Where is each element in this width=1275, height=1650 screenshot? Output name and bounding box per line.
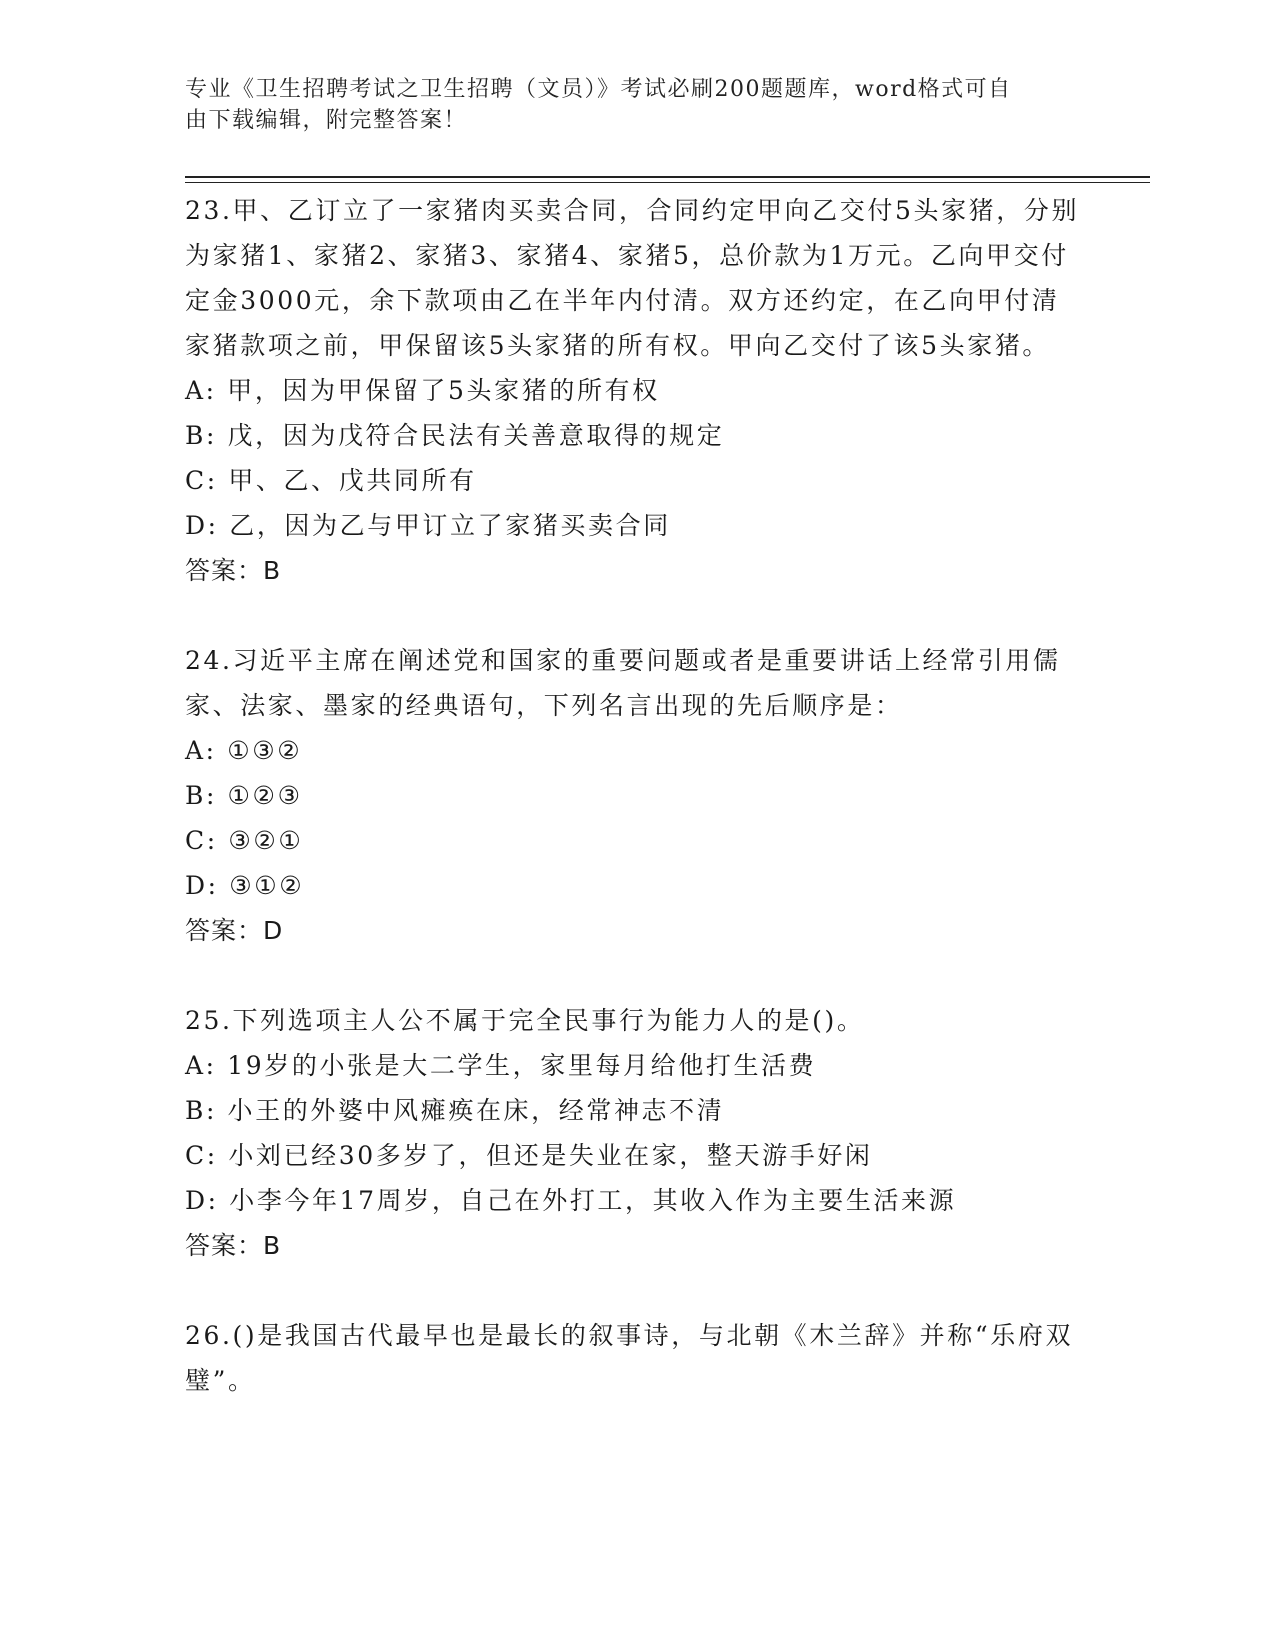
header-line-2: 由下载编辑，附完整答案！ <box>185 108 468 133</box>
option-text: 小李今年17周岁，自己在外打工，其收入作为主要生活来源 <box>229 1186 957 1215</box>
option-letter: C: <box>185 466 229 495</box>
question-24 <box>185 638 1085 953</box>
option-text: 乙，因为乙与甲订立了家猪买卖合同 <box>229 511 671 540</box>
question-list <box>185 188 1085 1403</box>
option-a <box>185 1043 1085 1088</box>
option-letter: D: <box>185 511 230 540</box>
question-stem: 23.甲、乙订立了一家猪肉买卖合同，合同约定甲向乙交付5头家猪，分别为家猪1、家猪2、家猪3、家猪4、家猪5，总价款为1万元。乙向甲交付定金3000元，余下款项由乙在半年内付清。双方还约定，在乙向甲付清家猪款项之前，甲保留该5头家猪的所有权。甲向乙交付了该5头家猪。 <box>185 196 1080 360</box>
answer-line: 答案：B <box>185 556 282 585</box>
option-d <box>185 863 1085 908</box>
option-letter: B: <box>185 781 228 810</box>
option-a <box>185 728 1085 773</box>
option-d <box>185 503 1085 548</box>
option-letter: C: <box>185 826 229 855</box>
question-stem: 25.下列选项主人公不属于完全民事行为能力人的是()。 <box>185 1006 865 1035</box>
header-line-1: 专业《卫生招聘考试之卫生招聘（文员）》考试必刷200题题库，word格式可自 <box>185 77 1012 102</box>
option-letter: B: <box>185 421 228 450</box>
option-text: ③②① <box>228 826 304 855</box>
option-letter: D: <box>185 1186 230 1215</box>
option-text: 小王的外婆中风瘫痪在床，经常神志不清 <box>227 1096 725 1125</box>
option-b <box>185 413 1085 458</box>
option-b <box>185 1088 1085 1133</box>
header-divider-thick <box>185 176 1150 178</box>
question-26 <box>185 1313 1085 1403</box>
question-25 <box>185 998 1085 1268</box>
option-letter: D: <box>185 871 230 900</box>
answer-line: 答案：B <box>185 1231 282 1260</box>
option-text: ③①② <box>229 871 305 900</box>
option-text: 19岁的小张是大二学生，家里每月给他打生活费 <box>227 1051 817 1080</box>
option-c <box>185 818 1085 863</box>
option-letter: C: <box>185 1141 229 1170</box>
option-text: 戊，因为戊符合民法有关善意取得的规定 <box>227 421 725 450</box>
option-text: 小刘已经30多岁了，但还是失业在家，整天游手好闲 <box>228 1141 873 1170</box>
option-b <box>185 773 1085 818</box>
option-letter: A: <box>185 736 228 765</box>
option-c <box>185 1133 1085 1178</box>
option-text: 甲、乙、戊共同所有 <box>228 466 477 495</box>
question-stem: 26.()是我国古代最早也是最长的叙事诗，与北朝《木兰辞》并称“乐府双璧”。 <box>185 1321 1074 1395</box>
option-letter: A: <box>185 376 228 405</box>
header-divider-thin <box>185 182 1150 183</box>
option-text: 甲，因为甲保留了5头家猪的所有权 <box>227 376 660 405</box>
answer-line: 答案：D <box>185 916 284 945</box>
question-stem: 24.习近平主席在阐述党和国家的重要问题或者是重要讲话上经常引用儒家、法家、墨家的经典语句，下列名言出现的先后顺序是： <box>185 646 1061 720</box>
option-letter: A: <box>185 1051 228 1080</box>
option-c <box>185 458 1085 503</box>
document-header <box>185 74 1065 136</box>
option-text: ①②③ <box>227 781 303 810</box>
option-text: ①③② <box>227 736 303 765</box>
option-a <box>185 368 1085 413</box>
option-letter: B: <box>185 1096 228 1125</box>
option-d <box>185 1178 1085 1223</box>
question-23 <box>185 188 1085 593</box>
